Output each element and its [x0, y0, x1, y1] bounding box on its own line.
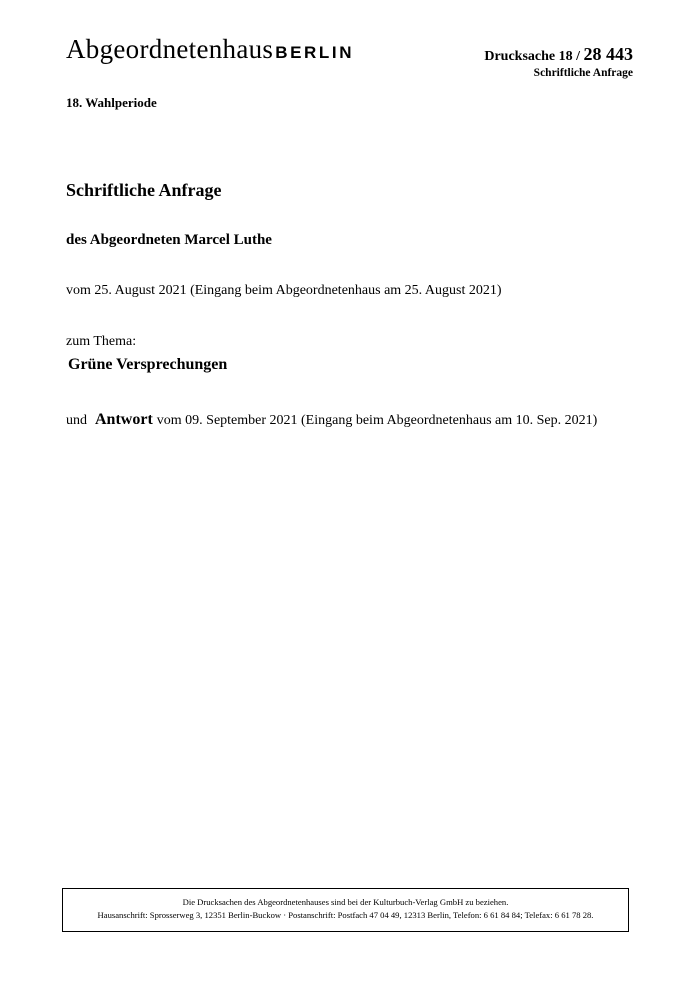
document-type: Schriftliche Anfrage: [533, 67, 633, 79]
parliament-logo: [66, 36, 354, 63]
logo-city: BERLIN: [275, 43, 355, 62]
footer-box: [62, 888, 629, 932]
answer-line: [66, 411, 597, 429]
wahlperiode: 18. Wahlperiode: [66, 95, 157, 110]
drucksache-prefix: Drucksache 18 /: [484, 49, 580, 64]
drucksache-value: 28 443: [583, 44, 633, 64]
logo-word: Abgeordnetenhaus: [66, 34, 274, 64]
date-line: vom 25. August 2021 (Eingang beim Abgeordnetenhaus am 25. August 2021): [66, 283, 502, 298]
page-title: Schriftliche Anfrage: [66, 180, 222, 200]
footer-line-1: Die Drucksachen des Abgeordnetenhauses sind bei der Kulturbuch-Verlag GmbH zu beziehen.: [182, 897, 509, 907]
answer-und: und: [66, 413, 87, 428]
footer-line-2: Hausanschrift: Sprosserweg 3, 12351 Berlin-Buckow · Postanschrift: Postfach 47 04 49, 12313 Berlin, Telefon: 6 61 84 84; Telefax: 6 61 78 28.: [97, 909, 594, 920]
answer-date: vom 09. September 2021 (Eingang beim Abgeordnetenhaus am 10. Sep. 2021): [156, 413, 598, 428]
topic-label: zum Thema:: [66, 334, 137, 349]
answer-label: Antwort: [95, 411, 153, 428]
author-line: des Abgeordneten Marcel Luthe: [66, 232, 272, 248]
topic-title: Grüne Versprechungen: [68, 356, 228, 373]
drucksache-number: [484, 44, 633, 65]
